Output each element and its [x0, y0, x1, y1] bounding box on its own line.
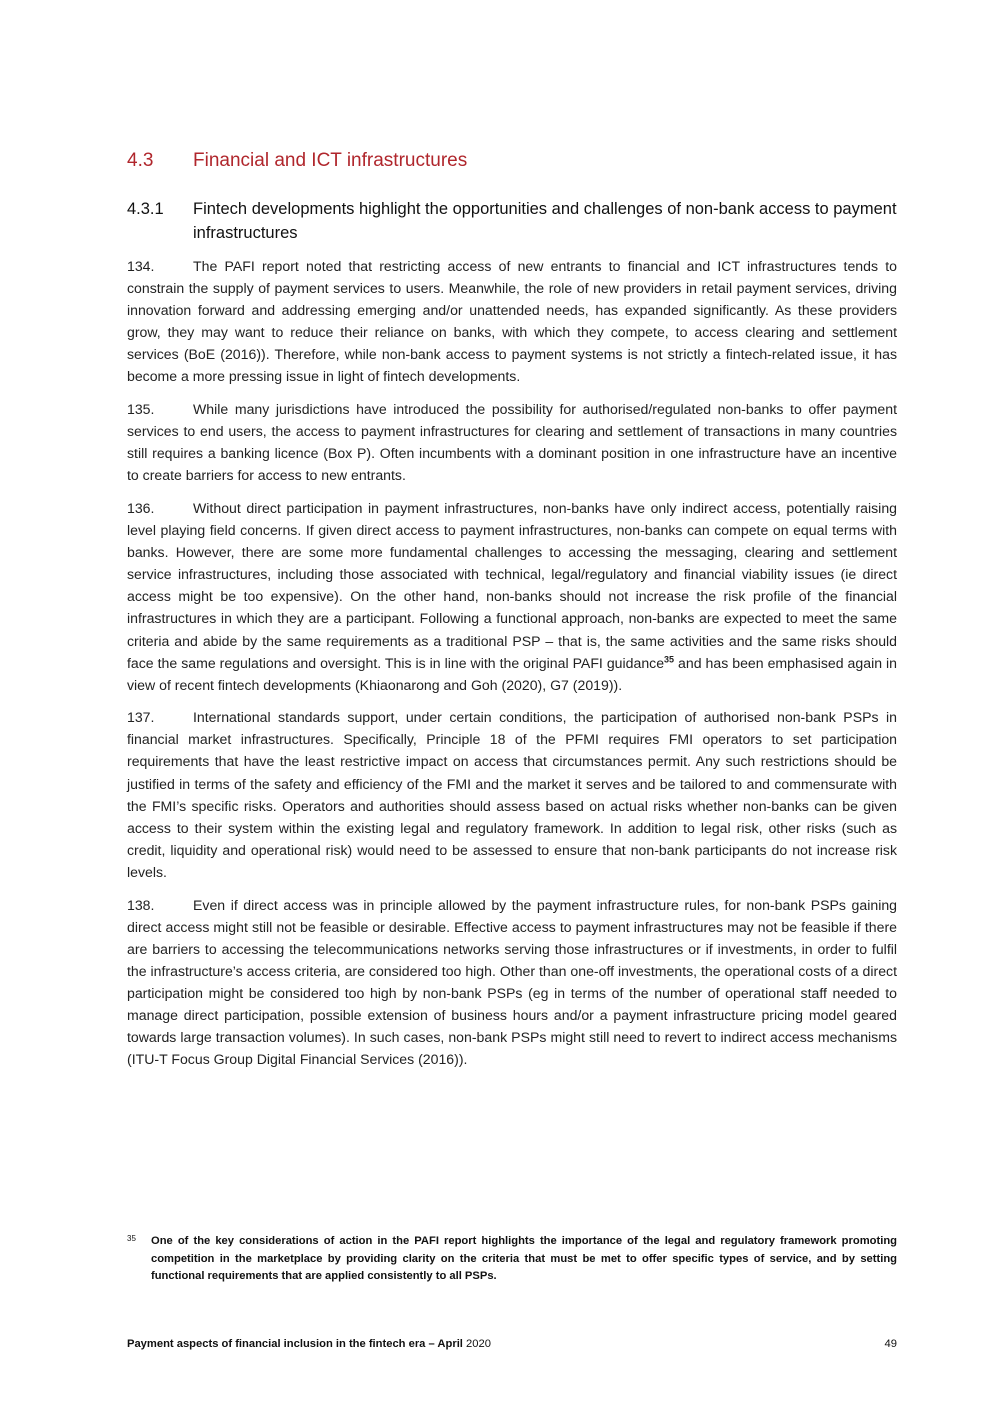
- paragraph-136: [127, 497, 897, 696]
- subsection-number: 4.3.1: [127, 200, 164, 218]
- paragraph-number: 137.: [127, 709, 155, 726]
- paragraph-text-continued: and has been emphasised again in view of recent fintech developments (Khiaonarong and Goh (2020), G7 (2019)).: [127, 654, 897, 693]
- paragraph-138: [127, 894, 897, 1071]
- paragraph-text: While many jurisdictions have introduced the possibility for authorised/regulated non-banks to offer payment services to end users, the access to payment infrastructures for clearing and settlement of transactions in many countries still requires a banking licence (Box P). Often incumbents with a dominant position in one infrastructure have an incentive to create barriers for access to new entrants.: [127, 401, 897, 484]
- paragraph-text: Even if direct access was in principle allowed by the payment infrastructure rules, for non-bank PSPs gaining direct access might still not be feasible or desirable. Effective access to payment infrastructures may not be feasible if there are barriers to accessing the telecommunications networks serving those infrastructures or if investments, in order to fulfil the infrastructure’s access criteria, are considered too high. Other than one-off investments, the operational costs of a direct participation might be considered too high by non-bank PSPs (eg in terms of the number of operational staff needed to manage direct participation, possible extension of business hours and/or a payment infrastructure pricing model geared towards large transaction volumes). In such cases, non-bank PSPs might still need to revert to indirect access mechanisms (ITU-T Focus Group Digital Financial Services (2016)).: [127, 896, 897, 1068]
- paragraph-number: 136.: [127, 499, 155, 516]
- footnote-reference[interactable]: 35: [664, 653, 675, 664]
- footer-title: Payment aspects of financial inclusion in the fintech era – April: [127, 1338, 463, 1350]
- page-footer: [127, 1338, 897, 1350]
- footnote: [127, 1233, 897, 1286]
- section-heading: [127, 150, 897, 172]
- paragraph-text: Without direct participation in payment infrastructures, non-banks have only indirect access, potentially raising level playing field concerns. If given direct access to payment infrastructures, non-banks can compete on equal terms with banks. However, there are some more fundamental challenges to accessing the messaging, clearing and settlement service infrastructures, including those associated with technical, legal/regulatory and financial viability issues (ie direct access might be too expensive). On the other hand, non-banks should not increase the risk profile of the financial infrastructures in which they are a participant. Following a functional approach, non-banks are expected to meet the same criteria and abide by the same requirements as a traditional PSP – that is, the same activities and the same risks should face the same regulations and oversight. This is in line with the original PAFI guidance: [127, 499, 897, 671]
- paragraph-number: 138.: [127, 896, 155, 913]
- paragraph-text: The PAFI report noted that restricting access of new entrants to financial and ICT infrastructures tends to constrain the supply of payment services to users. Meanwhile, the role of new providers in retail payment services, driving innovation forward and addressing emerging and/or unattended needs, has expanded significantly. As these providers grow, they may want to reduce their reliance on banks, with which they compete, to access clearing and settlement services (BoE (2016)). Therefore, while non-bank access to payment systems is not strictly a fintech-related issue, it has become a more pressing issue in light of fintech developments.: [127, 258, 897, 385]
- paragraph-number: 134.: [127, 258, 155, 274]
- paragraph-number: 135.: [127, 401, 155, 418]
- paragraph-134: [127, 255, 897, 388]
- paragraph-text: International standards support, under certain conditions, the participation of authorised non-bank PSPs in financial market infrastructures. Specifically, Principle 18 of the PFMI requires FMI operators to set participation requirements that have the least restrictive impact on access that circumstances permit. Any such restrictions should be justified in terms of the safety and efficiency of the FMI and the market it serves and be tailored to and commensurate with the FMI’s specific risks. Operators and authorities should assess based on actual risks whether non-banks can be given access to their system within the existing legal and regulatory framework. In addition to legal risk, other risks (such as credit, liquidity and operational risk) would need to be assessed to ensure that non-bank participants do not increase risk levels.: [127, 709, 897, 880]
- subsection-heading: [127, 197, 897, 245]
- footnote-number: 35: [127, 1234, 136, 1243]
- paragraph-135: [127, 398, 897, 486]
- section-title: Financial and ICT infrastructures: [193, 150, 468, 171]
- footer-year: 2020: [466, 1338, 491, 1350]
- section-number: 4.3: [127, 150, 154, 171]
- footnote-text: One of the key considerations of action in the PAFI report highlights the importance of the legal and regulatory framework promoting competition in the marketplace by providing clarity on the criteria that must be met to offer specific types of service, and by setting functional requirements that are applied consistently to all PSPs.: [151, 1235, 897, 1283]
- page-number: 49: [884, 1338, 897, 1350]
- body-text: [127, 255, 897, 1081]
- subsection-title: Fintech developments highlight the opportunities and challenges of non-bank access to payment infrastructures: [193, 200, 897, 242]
- paragraph-137: [127, 706, 897, 883]
